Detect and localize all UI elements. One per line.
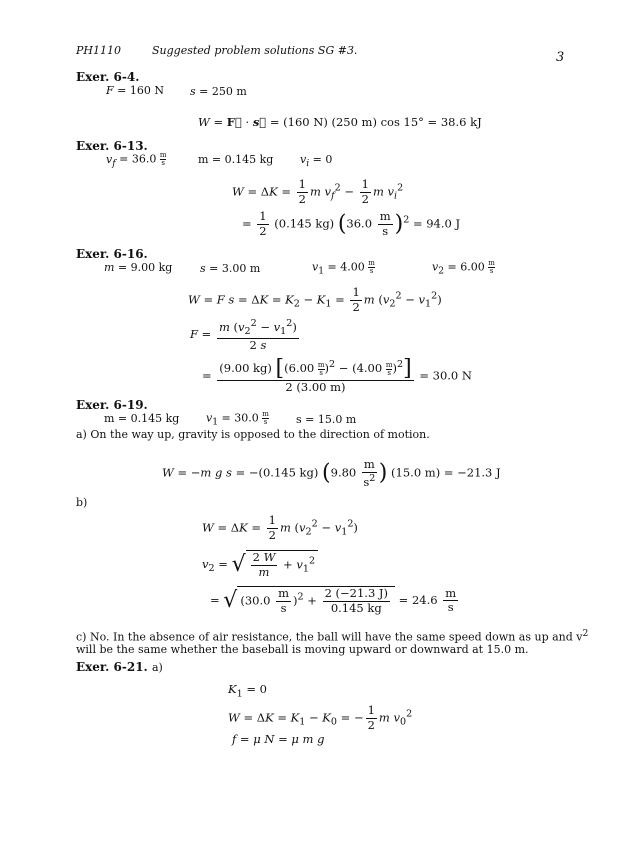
ex613-mass-value: (0.145 kg) — [274, 216, 335, 231]
exercise-6-13-heading: Exer. 6-13. — [76, 139, 148, 153]
ex619-part-b-label: b) — [76, 496, 88, 509]
ex619-b-denominator: 0.145 kg — [330, 600, 382, 615]
ex613-initial-velocity: $v_i = 0$ — [300, 153, 333, 170]
ex621-k1-value: = 0 — [246, 682, 267, 696]
ex619-v1-value: = 30.0 — [221, 411, 259, 425]
ex619-part-b-equation1: W = ΔK = $\frac{1}{2}$ m $(v_2^2 - v_1^2)$ — [202, 513, 358, 542]
ex619-part-c-line2: will be the same whether the baseball is moving upward or downward at 15.0 m. — [76, 643, 529, 656]
ex619-a-g: 9.80 — [330, 465, 357, 480]
ex619-part-a-text: a) On the way up, gravity is opposed to the direction of motion. — [76, 428, 430, 441]
ex64-distance: s = 250 m — [190, 85, 247, 98]
ex616-mass-value: = 9.00 kg — [117, 261, 173, 274]
ex616-distance: s = 3.00 m — [200, 262, 261, 275]
ex616-force-numeric: = (9.00 kg) [(6.00 $\frac{m}{s}$ )$^2$ − (4.00 $\frac{m}{s}$ )$^2$] 2 (3.00 m) = 30.0 N — [202, 356, 472, 394]
page-title: Suggested problem solutions SG #3. — [152, 44, 358, 57]
ex619-c-line1-text: c) No. In the absence of air resistance, the ball will have the same speed down as up and v — [76, 630, 583, 644]
ex616-denominator: 2 (3.00 m) — [285, 380, 346, 394]
exercise-6-21-heading: Exer. 6-21. — [76, 660, 148, 674]
ex613-vf-value: = 36.0 — [119, 152, 157, 166]
ex64-force: F = 160 N — [106, 84, 164, 97]
ex621-k1-equation: $K_1 = 0$ — [228, 682, 267, 700]
ex616-mass-num: (9.00 kg) — [219, 361, 272, 375]
ex613-work-energy-equation: W = ΔK = $\frac{1}{2}$ m $v_f^2$ − $\frac{1}{2}$ m $v_i^2$ — [232, 177, 404, 206]
ex621-work-equation: $W = \Delta K = K_1 - K_0$ = − $\frac{1}{2}$ m $v_0^2$ — [228, 703, 413, 732]
ex619-b-result: = 24.6 — [398, 592, 438, 607]
ex613-vi-value: = 0 — [312, 153, 333, 166]
ex619-part-b-equation2: $v_2$ = √ $\frac{2 W}{m}$ + $v_1^2$ — [202, 550, 318, 580]
ex616-v1-value: = 4.00 — [327, 260, 365, 274]
ex616-force-formula: F = $\frac{m (v_2^2 - v_1^2)}{2 s}$ — [190, 318, 297, 352]
ex64-work-equation: W = F⃗ · s⃗ = (160 N) (250 m) cos 15° = 38.6 kJ — [198, 115, 482, 129]
ex616-v2-value: = 6.00 — [447, 260, 485, 274]
ex616-result: = 30.0 N — [419, 368, 472, 383]
course-code: PH1110 — [76, 44, 121, 57]
ex616-v1: $v_1 = 4.00$ $\frac{m}{s}$ — [312, 259, 375, 277]
ex621-friction-equation: f = μ N = μ m g — [232, 732, 325, 746]
ex616-mass: m = 9.00 kg — [104, 261, 173, 274]
ex619-part-b-equation3: = √ (30.0 $\frac{m}{s}$ )$^2$ + $\frac{2 (-21.3 J)}{0.145 kg}$ = 24.6 $\frac{m}{s}$ — [210, 585, 457, 615]
ex616-distance-value: = 3.00 m — [209, 262, 261, 275]
ex613-velocity-value: 36.0 — [346, 216, 373, 231]
exercise-6-19-heading: Exer. 6-19. — [76, 398, 148, 412]
ex616-v2: $v_2 = 6.00$ $\frac{m}{s}$ — [432, 259, 495, 277]
ex619-part-c-line1: c) No. In the absence of air resistance, the ball will have the same speed down as up and $v^2$ — [76, 628, 589, 644]
ex613-final-velocity: $v_f = 36.0$ $\frac{m}{s}$ — [106, 151, 167, 169]
ex64-work-result: = (160 N) (250 m) cos 15° = 38.6 kJ — [266, 115, 482, 129]
ex616-v2-num: 6.00 — [288, 361, 315, 375]
exercise-6-4-heading: Exer. 6-4. — [76, 70, 140, 84]
page-number: 3 — [556, 50, 565, 65]
exercise-6-16-heading: Exer. 6-16. — [76, 247, 148, 261]
ex613-mass: m = 0.145 kg — [198, 153, 274, 166]
ex619-distance: s = 15.0 m — [296, 413, 357, 426]
ex619-b-numerator: 2 (−21.3 J) — [324, 586, 389, 600]
ex619-a-right: (15.0 m) = −21.3 J — [391, 465, 501, 480]
ex619-a-left: = −(0.145 kg) — [235, 465, 319, 480]
ex619-mass: m = 0.145 kg — [104, 412, 180, 425]
ex619-b-velocity: 30.0 — [244, 593, 271, 608]
ex616-v1-num: 4.00 — [356, 361, 383, 375]
ex613-numeric-equation: = $\frac{1}{2}$ (0.145 kg) (36.0 $\frac{m}{s}$ )$^2$ = 94.0 J — [242, 209, 461, 238]
ex613-result: = 94.0 J — [412, 216, 461, 231]
ex616-work-energy-equation: W = F $s = \Delta K = K_2 - K_1$ = $\frac{1}{2}$ m $(v_2^2 - v_1^2)$ — [188, 285, 442, 314]
ex619-part-a-equation: W = −m g s = −(0.145 kg) (9.80 $\frac{m}{s^2}$ ) (15.0 m) = −21.3 J — [162, 457, 501, 489]
ex619-v1: $v_1 = 30.0$ $\frac{m}{s}$ — [206, 410, 269, 428]
ex621-part-a-label: a) — [152, 661, 163, 674]
